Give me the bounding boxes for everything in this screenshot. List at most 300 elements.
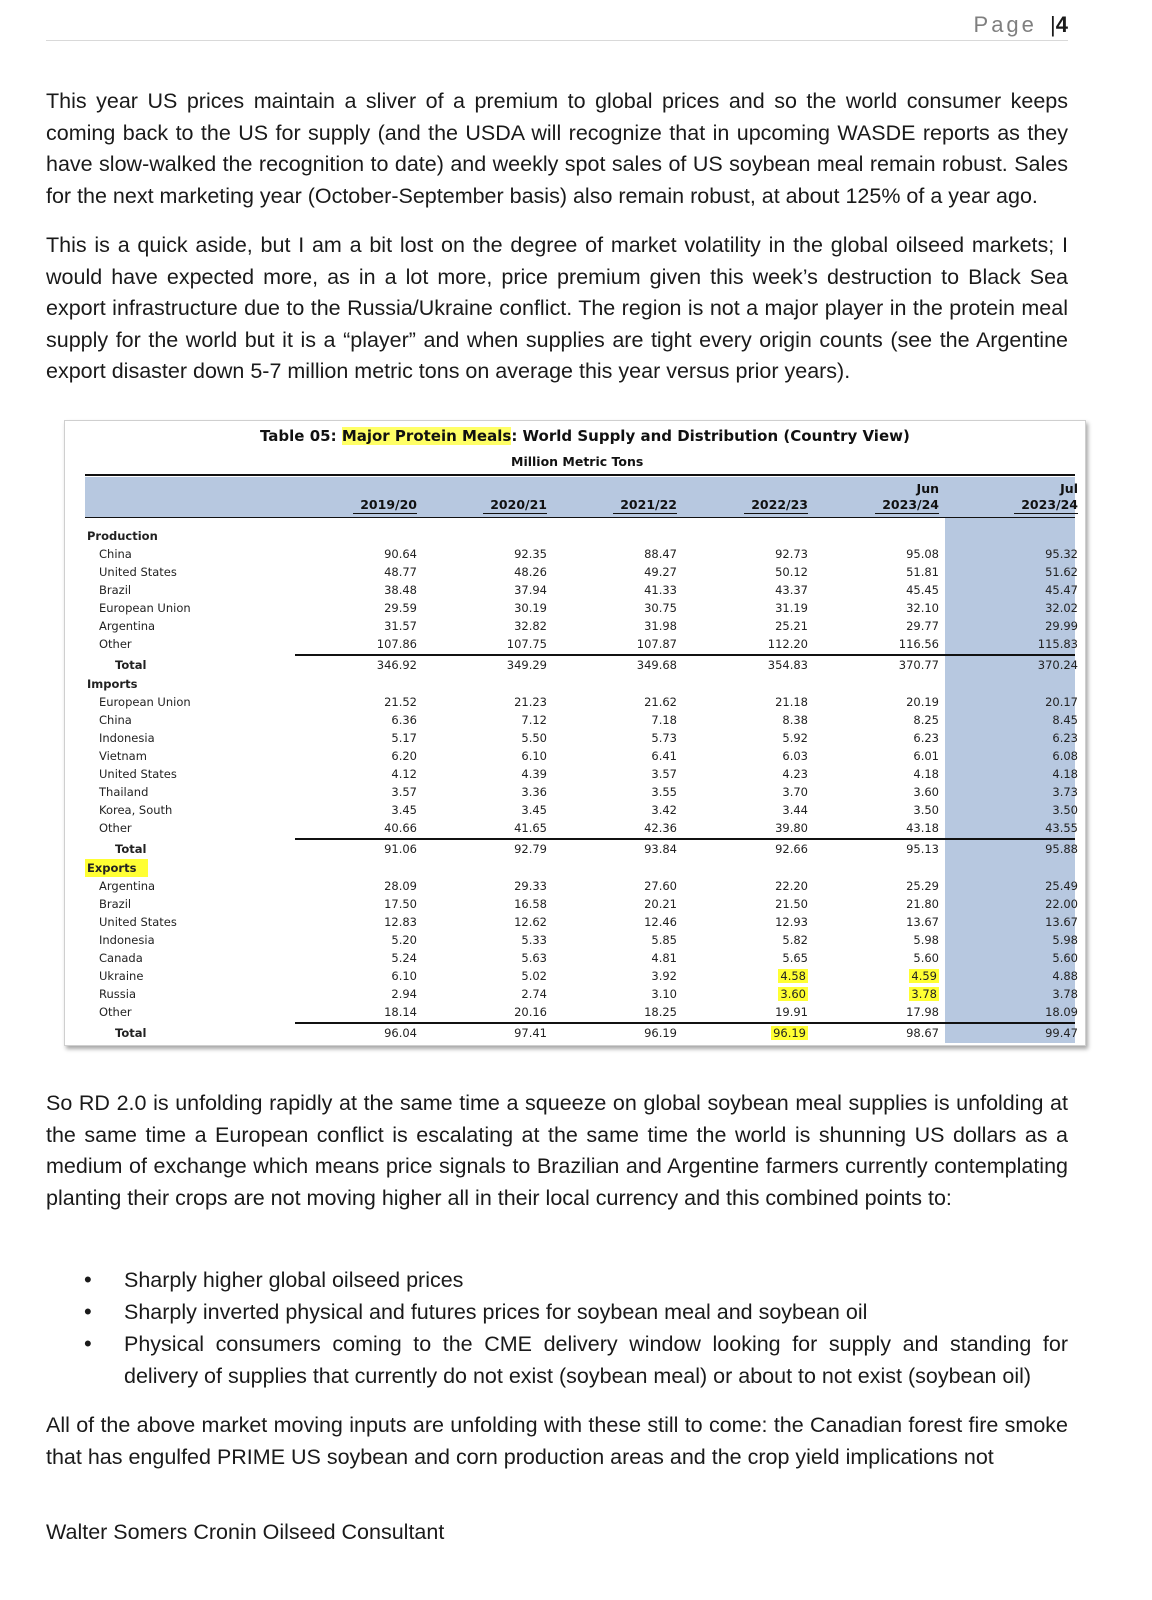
- cell-value: [1008, 545, 1078, 563]
- cell-text: 5.85: [651, 933, 677, 947]
- cell-value: [1008, 967, 1078, 985]
- cell-value: [738, 801, 808, 819]
- page-word: Page: [973, 12, 1037, 37]
- cell-value: [607, 949, 677, 967]
- cell-value: [1008, 617, 1078, 635]
- row-label: China: [99, 713, 132, 727]
- cell-value: [607, 1003, 677, 1021]
- cell-text: 3.78: [1052, 987, 1078, 1001]
- cell-text: 92.79: [514, 842, 547, 856]
- row-label: Imports: [87, 677, 138, 691]
- cell-text: 21.80: [906, 897, 939, 911]
- column-header-year: 2023/24: [875, 497, 939, 514]
- row-label: Canada: [99, 951, 143, 965]
- cell-value: [738, 765, 808, 783]
- cell-value: [869, 1024, 939, 1042]
- cell-value: [1008, 801, 1078, 819]
- column-header-year: 2023/24: [1014, 497, 1078, 514]
- cell-text: 12.83: [384, 915, 417, 929]
- column-header-year: 2022/23: [744, 497, 808, 514]
- cell-text: 16.58: [514, 897, 547, 911]
- cell-value: [869, 801, 939, 819]
- cell-value: [347, 913, 417, 931]
- cell-text: 20.21: [644, 897, 677, 911]
- cell-value: [347, 819, 417, 837]
- row-label: Argentina: [99, 619, 156, 633]
- cell-value: [607, 635, 677, 653]
- row-label: Brazil: [99, 583, 132, 597]
- cell-text: 20.19: [906, 695, 939, 709]
- cell-value: [1008, 931, 1078, 949]
- cell-value: [738, 693, 808, 711]
- cell-text: 95.32: [1045, 547, 1078, 561]
- row-label: United States: [99, 767, 177, 781]
- row-label: Indonesia: [99, 933, 155, 947]
- table-subtitle: Million Metric Tons: [511, 454, 644, 469]
- cell-value: [607, 967, 677, 985]
- table-row: [65, 747, 1085, 765]
- cell-value: [738, 563, 808, 581]
- cell-value: [738, 617, 808, 635]
- cell-value: [869, 617, 939, 635]
- cell-value: [607, 765, 677, 783]
- footer-author: Walter Somers Cronin Oilseed Consultant: [46, 1520, 445, 1544]
- cell-value: [607, 729, 677, 747]
- cell-value: [738, 635, 808, 653]
- column-header-month: Jun: [916, 481, 939, 496]
- cell-text: 6.10: [521, 749, 547, 763]
- cell-text: 18.25: [644, 1005, 677, 1019]
- bullet-dot: •: [84, 1267, 92, 1292]
- row-label: Other: [99, 1005, 132, 1019]
- cell-text: 20.17: [1045, 695, 1078, 709]
- cell-text: 29.99: [1045, 619, 1078, 633]
- cell-value: [347, 1003, 417, 1021]
- cell-text: 29.77: [906, 619, 939, 633]
- cell-value: [869, 545, 939, 563]
- row-label: European Union: [99, 695, 191, 709]
- cell-text: 3.60: [780, 987, 806, 1001]
- section-header-row: [65, 675, 1085, 693]
- table-row: [65, 599, 1085, 617]
- cell-value: [738, 747, 808, 765]
- cell-value: [738, 1024, 808, 1042]
- cell-text: 5.50: [521, 731, 547, 745]
- cell-text: 4.81: [651, 951, 677, 965]
- cell-text: 96.19: [773, 1026, 806, 1040]
- table-row: [65, 711, 1085, 729]
- cell-text: 6.23: [1052, 731, 1078, 745]
- cell-text: 112.20: [767, 637, 808, 651]
- cell-text: 21.18: [775, 695, 808, 709]
- cell-text: 5.17: [391, 731, 417, 745]
- cell-text: 6.36: [391, 713, 417, 727]
- cell-text: 43.37: [775, 583, 808, 597]
- table-row: [65, 765, 1085, 783]
- cell-text: 32.82: [514, 619, 547, 633]
- table-row: [65, 693, 1085, 711]
- cell-text: 3.57: [651, 767, 677, 781]
- cell-value: [1008, 783, 1078, 801]
- table-row: [65, 581, 1085, 599]
- cell-text: 96.04: [384, 1026, 417, 1040]
- cell-value: [869, 949, 939, 967]
- cell-text: 97.41: [514, 1026, 547, 1040]
- total-row: [65, 840, 1085, 858]
- cell-value: [347, 711, 417, 729]
- cell-text: 95.13: [906, 842, 939, 856]
- cell-text: 32.02: [1045, 601, 1078, 615]
- table-row: [65, 783, 1085, 801]
- cell-text: 5.92: [782, 731, 808, 745]
- protein-meals-table: [64, 420, 1086, 1046]
- cell-text: 5.63: [521, 951, 547, 965]
- table-row: [65, 801, 1085, 819]
- cell-value: [347, 985, 417, 1003]
- table-row: [65, 729, 1085, 747]
- cell-value: [607, 931, 677, 949]
- cell-text: 5.98: [913, 933, 939, 947]
- cell-text: 50.12: [775, 565, 808, 579]
- row-label: Russia: [99, 987, 136, 1001]
- page-header: [46, 8, 1068, 41]
- cell-text: 3.70: [782, 785, 808, 799]
- cell-value: [869, 563, 939, 581]
- cell-value: [869, 693, 939, 711]
- cell-text: 349.68: [636, 658, 677, 672]
- cell-value: [607, 819, 677, 837]
- cell-text: 98.67: [906, 1026, 939, 1040]
- column-header: [483, 497, 547, 514]
- cell-value: [1008, 877, 1078, 895]
- cell-value: [869, 747, 939, 765]
- cell-text: 27.60: [644, 879, 677, 893]
- table-row: [65, 563, 1085, 581]
- cell-text: 25.49: [1045, 879, 1078, 893]
- row-label: Total: [115, 658, 147, 672]
- cell-text: 4.12: [391, 767, 417, 781]
- cell-text: 5.73: [651, 731, 677, 745]
- cell-value: [738, 711, 808, 729]
- cell-text: 22.20: [775, 879, 808, 893]
- cell-text: 17.98: [906, 1005, 939, 1019]
- cell-text: 4.58: [780, 969, 806, 983]
- bullet-text: Sharply higher global oilseed prices: [124, 1268, 464, 1292]
- row-label: Production: [87, 529, 158, 543]
- cell-text: 30.19: [514, 601, 547, 615]
- cell-value: [347, 563, 417, 581]
- cell-value: [869, 711, 939, 729]
- page-number-value: 4: [1055, 12, 1068, 37]
- cell-text: 25.29: [906, 879, 939, 893]
- cell-text: 12.93: [775, 915, 808, 929]
- cell-value: [738, 931, 808, 949]
- table-title-highlight: Major Protein Meals: [341, 427, 512, 445]
- cell-value: [738, 985, 808, 1003]
- cell-value: [607, 711, 677, 729]
- cell-value: [347, 949, 417, 967]
- cell-text: 3.92: [651, 969, 677, 983]
- cell-value: [347, 545, 417, 563]
- row-label: Brazil: [99, 897, 132, 911]
- cell-value: [1008, 1003, 1078, 1021]
- cell-text: 8.38: [782, 713, 808, 727]
- cell-text: 354.83: [767, 658, 808, 672]
- cell-text: 12.62: [514, 915, 547, 929]
- cell-value: [1008, 729, 1078, 747]
- cell-value: [477, 967, 547, 985]
- cell-text: 92.66: [775, 842, 808, 856]
- cell-value: [1008, 581, 1078, 599]
- cell-value: [347, 635, 417, 653]
- cell-value: [347, 931, 417, 949]
- cell-value: [477, 949, 547, 967]
- cell-text: 370.24: [1037, 658, 1078, 672]
- bullet-item: [84, 1296, 1068, 1328]
- cell-text: 39.80: [775, 821, 808, 835]
- cell-value: [607, 656, 677, 674]
- table-title: [260, 427, 910, 445]
- cell-value: [738, 819, 808, 837]
- cell-text: 95.08: [906, 547, 939, 561]
- cell-value: [1008, 840, 1078, 858]
- cell-text: 42.36: [644, 821, 677, 835]
- bullet-text: Sharply inverted physical and futures prices for soybean meal and soybean oil: [124, 1300, 868, 1324]
- cell-value: [607, 840, 677, 858]
- cell-text: 346.92: [376, 658, 417, 672]
- bullet-dot: •: [84, 1331, 92, 1356]
- cell-text: 40.66: [384, 821, 417, 835]
- cell-text: 20.16: [514, 1005, 547, 1019]
- cell-value: [477, 693, 547, 711]
- cell-value: [869, 635, 939, 653]
- cell-value: [869, 765, 939, 783]
- cell-value: [347, 693, 417, 711]
- cell-value: [869, 729, 939, 747]
- row-label: European Union: [99, 601, 191, 615]
- cell-value: [607, 617, 677, 635]
- section-header-row: [65, 859, 1085, 877]
- cell-text: 370.77: [898, 658, 939, 672]
- cell-value: [869, 656, 939, 674]
- row-label: Vietnam: [99, 749, 147, 763]
- cell-value: [477, 931, 547, 949]
- column-header: [1014, 481, 1078, 514]
- cell-text: 2.74: [521, 987, 547, 1001]
- cell-value: [477, 913, 547, 931]
- cell-value: [1008, 765, 1078, 783]
- cell-value: [869, 599, 939, 617]
- table-header-rule: [85, 517, 1075, 518]
- cell-text: 5.65: [782, 951, 808, 965]
- cell-text: 92.35: [514, 547, 547, 561]
- row-label: Total: [115, 1026, 147, 1040]
- cell-text: 7.12: [521, 713, 547, 727]
- cell-value: [607, 545, 677, 563]
- cell-value: [738, 581, 808, 599]
- cell-value: [738, 656, 808, 674]
- cell-value: [347, 840, 417, 858]
- column-header-year: 2019/20: [353, 497, 417, 514]
- column-header: [875, 481, 939, 514]
- cell-text: 91.06: [384, 842, 417, 856]
- bullet-list: [84, 1264, 1068, 1392]
- cell-value: [347, 1024, 417, 1042]
- cell-value: [1008, 819, 1078, 837]
- cell-value: [347, 729, 417, 747]
- table-title-suffix: : World Supply and Distribution (Country View): [511, 427, 910, 445]
- cell-value: [477, 617, 547, 635]
- paragraph-us-premium: This year US prices maintain a sliver of a premium to global prices and so the world consumer keeps coming back to the US for supply (and the USDA will recognize that in upcoming WASDE reports as they have slow-walked the recognition to date) and weekly spot sales of US soybean meal remain robust. Sales for the next marketing year (October-September basis) also remain robust, at about 125% of a year ago.: [46, 89, 1068, 208]
- cell-value: [1008, 693, 1078, 711]
- cell-value: [1008, 895, 1078, 913]
- cell-text: 6.03: [782, 749, 808, 763]
- column-header: [353, 497, 417, 514]
- row-label: China: [99, 547, 132, 561]
- cell-value: [738, 895, 808, 913]
- cell-value: [1008, 563, 1078, 581]
- row-label: Other: [99, 637, 132, 651]
- cell-value: [477, 840, 547, 858]
- cell-text: 31.57: [384, 619, 417, 633]
- cell-text: 5.82: [782, 933, 808, 947]
- cell-text: 5.60: [1052, 951, 1078, 965]
- cell-text: 43.55: [1045, 821, 1078, 835]
- cell-value: [869, 783, 939, 801]
- cell-value: [347, 617, 417, 635]
- row-label: Total: [115, 842, 147, 856]
- cell-value: [869, 840, 939, 858]
- cell-text: 22.00: [1045, 897, 1078, 911]
- cell-text: 92.73: [775, 547, 808, 561]
- cell-value: [869, 819, 939, 837]
- cell-text: 51.62: [1045, 565, 1078, 579]
- cell-value: [607, 913, 677, 931]
- cell-text: 37.94: [514, 583, 547, 597]
- cell-text: 5.33: [521, 933, 547, 947]
- paragraph-still-to-come: All of the above market moving inputs are unfolding with these still to come: the Canadian forest fire smoke that has engulfed PRIME US soybean and corn production areas and the crop yield implications not: [46, 1413, 1068, 1469]
- cell-text: 12.46: [644, 915, 677, 929]
- cell-text: 3.50: [1052, 803, 1078, 817]
- cell-text: 45.45: [906, 583, 939, 597]
- cell-text: 3.10: [651, 987, 677, 1001]
- total-row: [65, 656, 1085, 674]
- row-label: Argentina: [99, 879, 156, 893]
- table-row: [65, 985, 1085, 1003]
- cell-value: [477, 765, 547, 783]
- row-label: Thailand: [99, 785, 149, 799]
- cell-value: [738, 545, 808, 563]
- column-header: [613, 497, 677, 514]
- cell-text: 3.45: [521, 803, 547, 817]
- cell-text: 21.23: [514, 695, 547, 709]
- cell-value: [738, 599, 808, 617]
- cell-value: [347, 783, 417, 801]
- cell-text: 49.27: [644, 565, 677, 579]
- cell-value: [738, 729, 808, 747]
- table-row: [65, 635, 1085, 653]
- column-header-year: 2021/22: [613, 497, 677, 514]
- cell-value: [738, 840, 808, 858]
- cell-value: [1008, 949, 1078, 967]
- cell-text: 4.88: [1052, 969, 1078, 983]
- bullet-text: Physical consumers coming to the CME delivery window looking for supply and standing for delivery of supplies that currently do not exist (soybean meal) or about to not exist (soybean oil): [124, 1332, 1068, 1388]
- cell-text: 2.94: [391, 987, 417, 1001]
- cell-text: 6.01: [913, 749, 939, 763]
- row-label: United States: [99, 915, 177, 929]
- cell-text: 88.47: [644, 547, 677, 561]
- cell-value: [869, 895, 939, 913]
- cell-value: [869, 913, 939, 931]
- cell-text: 4.18: [913, 767, 939, 781]
- cell-value: [869, 581, 939, 599]
- cell-text: 8.25: [913, 713, 939, 727]
- bullet-dot: •: [84, 1299, 92, 1324]
- cell-value: [607, 877, 677, 895]
- cell-value: [738, 913, 808, 931]
- cell-text: 3.57: [391, 785, 417, 799]
- cell-text: 6.20: [391, 749, 417, 763]
- cell-value: [869, 985, 939, 1003]
- cell-value: [477, 801, 547, 819]
- page-number: Page |4: [973, 12, 1068, 37]
- cell-text: 31.19: [775, 601, 808, 615]
- cell-value: [738, 877, 808, 895]
- cell-value: [1008, 1024, 1078, 1042]
- row-label: Korea, South: [99, 803, 173, 817]
- cell-value: [1008, 635, 1078, 653]
- cell-value: [607, 599, 677, 617]
- cell-text: 107.75: [506, 637, 547, 651]
- cell-text: 48.77: [384, 565, 417, 579]
- cell-text: 6.41: [651, 749, 677, 763]
- cell-text: 99.47: [1045, 1026, 1078, 1040]
- cell-text: 6.08: [1052, 749, 1078, 763]
- cell-value: [477, 985, 547, 1003]
- cell-value: [477, 711, 547, 729]
- cell-value: [607, 693, 677, 711]
- cell-value: [347, 599, 417, 617]
- cell-value: [607, 581, 677, 599]
- cell-text: 7.18: [651, 713, 677, 727]
- cell-value: [477, 656, 547, 674]
- cell-value: [738, 783, 808, 801]
- paragraph-volatility-aside: This is a quick aside, but I am a bit lost on the degree of market volatility in the global oilseed markets; I would have expected more, as in a lot more, price premium given this week’s destruction to Black Sea export infrastructure due to the Russia/Ukraine conflict. The region is not a major player in the protein meal supply for the world but it is a “player” and when supplies are tight every origin counts (see the Argentine export disaster down 5-7 million metric tons on average this year versus prior years).: [46, 233, 1068, 384]
- cell-value: [347, 747, 417, 765]
- cell-text: 6.23: [913, 731, 939, 745]
- cell-value: [477, 563, 547, 581]
- cell-value: [1008, 599, 1078, 617]
- table-top-rule: [85, 474, 1075, 476]
- table-row: [65, 949, 1085, 967]
- table-row: [65, 931, 1085, 949]
- cell-value: [347, 877, 417, 895]
- cell-value: [1008, 985, 1078, 1003]
- table-row: [65, 545, 1085, 563]
- cell-value: [347, 581, 417, 599]
- cell-value: [869, 877, 939, 895]
- column-header-month: Jul: [1060, 481, 1078, 496]
- cell-text: 5.98: [1052, 933, 1078, 947]
- cell-value: [607, 985, 677, 1003]
- cell-value: [607, 1024, 677, 1042]
- cell-text: 3.45: [391, 803, 417, 817]
- cell-text: 6.10: [391, 969, 417, 983]
- cell-text: 13.67: [1045, 915, 1078, 929]
- cell-text: 31.98: [644, 619, 677, 633]
- cell-value: [347, 895, 417, 913]
- total-row: [65, 1024, 1085, 1042]
